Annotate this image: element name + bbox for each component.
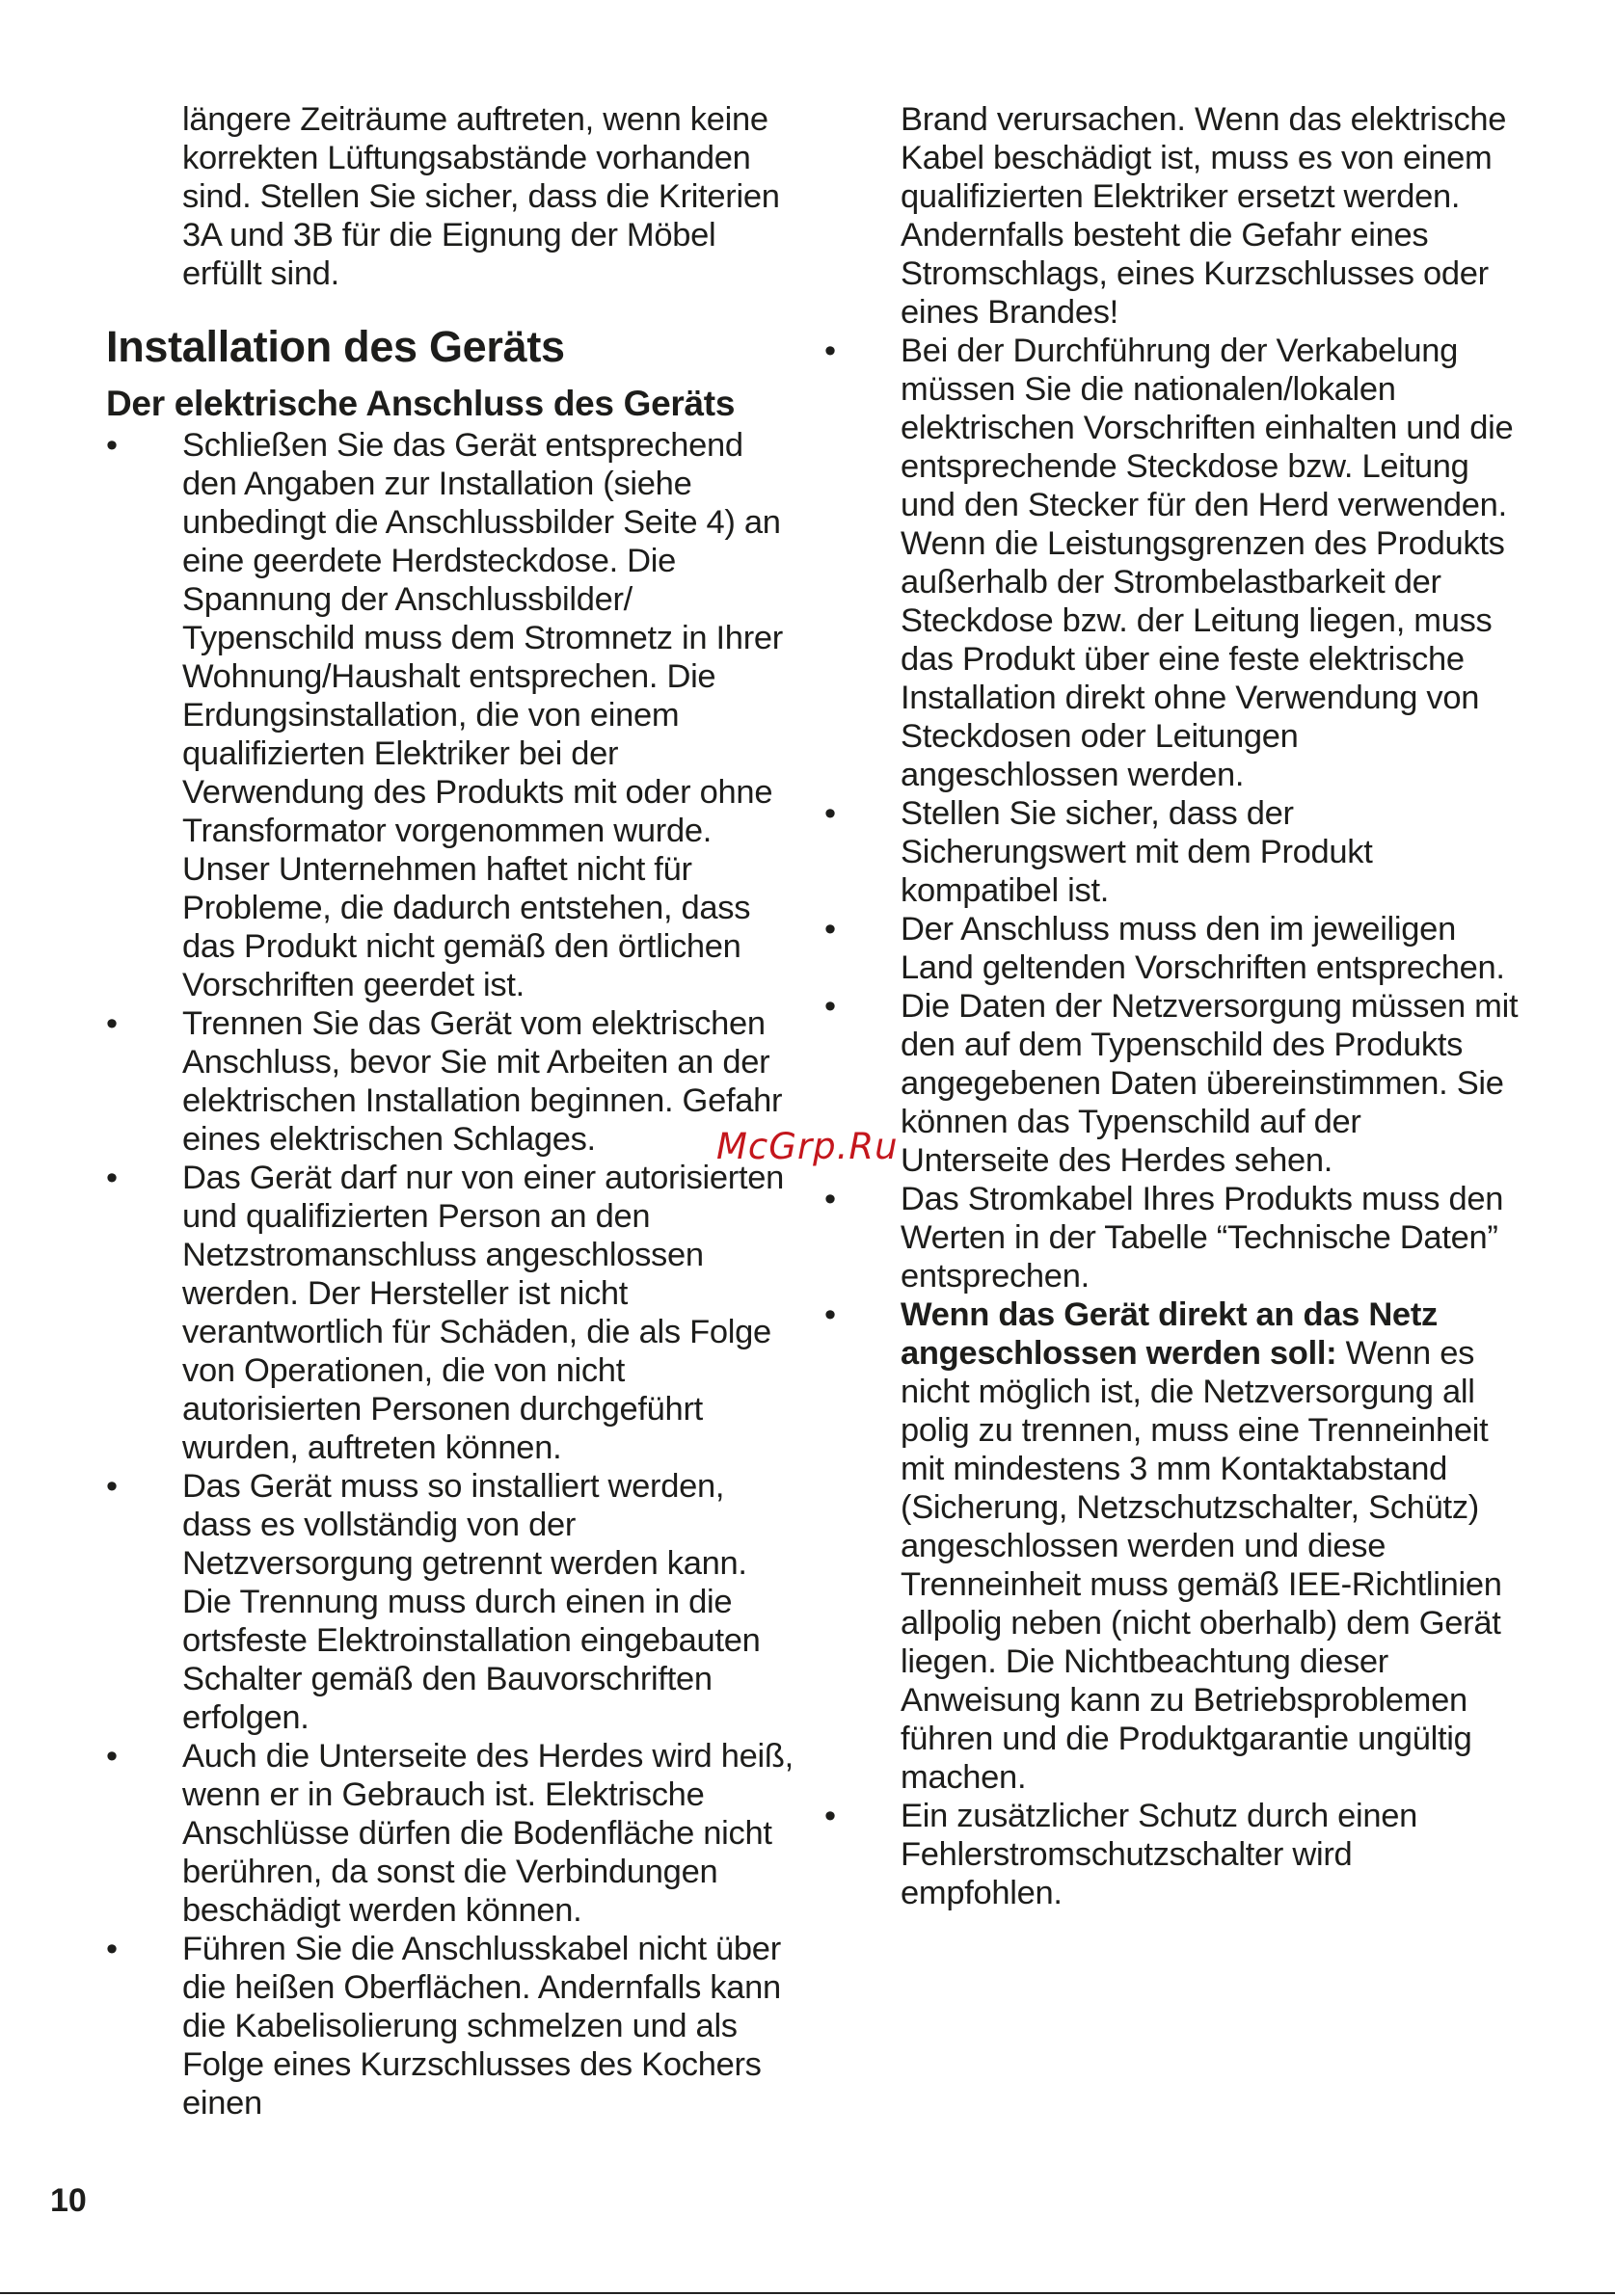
list-item [106, 1159, 800, 1467]
bullet-icon: • [106, 427, 118, 464]
bullet-icon: • [106, 1468, 118, 1505]
list-item-bold-lead: Wenn das Gerät direkt an das Netz angeschlossen werden soll: [901, 1296, 1438, 1372]
list-item-text: Die Daten der Netzversorgung müssen mit den auf dem Typenschild des Produkts angegebenen Daten übereinstimmen. Sie können das Typenschild auf der Unterseite des Herdes sehen. [901, 988, 1519, 1179]
list-item [106, 426, 800, 1004]
list-item-text: Das Stromkabel Ihres Produkts muss den Werten in der Tabelle “Technische Daten” entsprechen. [901, 1181, 1504, 1295]
list-item [106, 1930, 800, 2122]
bullet-icon: • [824, 988, 836, 1025]
list-item-text: Das Gerät muss so installiert werden, dass es vollständig von der Netzversorgung getrennt werden kann. Die Trennung muss durch einen in die ortsfeste Elektroinstallation eingebauten Schalter gemäß den Bauvorschriften erfolgen. [182, 1468, 761, 1736]
bullet-icon: • [106, 1738, 118, 1775]
list-item [824, 987, 1519, 1180]
list-item-text: Ein zusätzlicher Schutz durch einen Fehlerstromschutzschalter wird empfohlen. [901, 1798, 1418, 1911]
bottom-rule [0, 2292, 1615, 2294]
bullet-icon: • [824, 795, 836, 832]
list-item-text: Schließen Sie das Gerät entsprechend den Angaben zur Installation (siehe unbedingt die Anschlussbilder Seite 4) an eine geerdete Herdsteckdose. Die Spannung der Anschlussbilder/ Typenschild muss dem Stromnetz in Ihrer Wohnung/Haushalt entsprechen. Die Erdungsinstallation, die von einem qualifizierten Elektriker bei der Verwendung des Produkts mit oder ohne Transformator vorgenommen wurde. Unser Unternehmen haftet nicht für Probleme, die dadurch entstehen, dass das Produkt nicht gemäß den örtlichen Vorschriften geerdet ist. [182, 427, 783, 1003]
list-item [106, 1467, 800, 1737]
list-item [106, 1004, 800, 1159]
page-number: 10 [50, 2182, 87, 2219]
list-item [824, 332, 1519, 794]
list-item-text: Führen Sie die Anschlusskabel nicht über die heißen Oberflächen. Andernfalls kann die Kabelisolierung schmelzen und als Folge eines Kurzschlusses des Kochers einen [182, 1931, 781, 2122]
list-item [106, 1737, 800, 1930]
list-item-text: Auch die Unterseite des Herdes wird heiß, wenn er in Gebrauch ist. Elektrische Anschlüsse dürfen die Bodenfläche nicht berühren, da sonst die Verbindungen beschädigt werden können. [182, 1738, 794, 1929]
bullet-icon: • [106, 1160, 118, 1196]
intro-paragraph: längere Zeiträume auftreten, wenn keine korrekten Lüftungsabstände vorhanden sind. Stellen Sie sicher, dass die Kriterien 3A und 3B für die Eignung der Möbel erfüllt sind. [182, 101, 780, 292]
list-item-text: Bei der Durchführung der Verkabelung müssen Sie die nationalen/lokalen elektrischen Vorschriften einhalten und die entsprechende Steckdose bzw. Leitung und den Stecker für den Herd verwenden. Wenn die Leistungsgrenzen des Produkts außerhalb der Strombelastbarkeit der Steckdose bzw. der Leitung liegen, muss das Produkt über eine feste elektrische Installation direkt ohne Verwendung von Steckdosen oder Leitungen angeschlossen werden. [901, 333, 1514, 793]
section-subheading: Der elektrische Anschluss des Geräts [106, 384, 736, 423]
bullet-icon: • [824, 1798, 836, 1834]
list-item-text: Stellen Sie sicher, dass der Sicherungswert mit dem Produkt kompatibel ist. [901, 795, 1373, 909]
list-item-text: Das Gerät darf nur von einer autorisierten und qualifizierten Person an den Netzstromanschluss angeschlossen werden. Der Hersteller ist nicht verantwortlich für Schäden, die als Folge von Operationen, die von nicht autorisierten Personen durchgeführt wurden, auftreten können. [182, 1160, 785, 1466]
list-item-direct-connection [824, 1295, 1519, 1797]
left-bullet-list [106, 426, 800, 2122]
list-item [824, 1180, 1519, 1295]
list-item [824, 794, 1519, 910]
watermark: McGrp.Ru [716, 1126, 899, 1167]
list-item [824, 1797, 1519, 1912]
list-item [824, 910, 1519, 987]
list-item-text: Wenn es nicht möglich ist, die Netzversorgung all polig zu trennen, muss eine Trenneinheit mit mindestens 3 mm Kontaktabstand (Sicherung, Netzschutzschalter, Schütz) angeschlossen werden und diese Trenneinheit muss gemäß IEE-Richtlinien allpolig neben (nicht oberhalb) dem Gerät liegen. Die Nichtbeachtung dieser Anweisung kann zu Betriebsproblemen führen und die Produktgarantie ungültig machen. [901, 1335, 1502, 1796]
left-column [106, 100, 800, 2122]
bullet-icon: • [106, 1931, 118, 1967]
list-item-text: Trennen Sie das Gerät vom elektrischen Anschluss, bevor Sie mit Arbeiten an der elektrischen Installation beginnen. Gefahr eines elektrischen Schlages. [182, 1005, 783, 1158]
list-item-text: Der Anschluss muss den im jeweiligen Land geltenden Vorschriften entsprechen. [901, 911, 1505, 986]
bullet-icon: • [824, 333, 836, 369]
bullet-icon: • [824, 1296, 836, 1333]
bullet-icon: • [824, 911, 836, 948]
section-heading: Installation des Geräts [106, 322, 565, 371]
right-column [824, 100, 1519, 1912]
bullet-icon: • [824, 1181, 836, 1217]
right-bullet-list [824, 332, 1519, 1912]
continuation-paragraph: Brand verursachen. Wenn das elektrische Kabel beschädigt ist, muss es von einem qualifizierten Elektriker ersetzt werden. Andernfalls besteht die Gefahr eines Stromschlags, eines Kurzschlusses oder eines Brandes! [901, 101, 1507, 331]
bullet-icon: • [106, 1005, 118, 1042]
